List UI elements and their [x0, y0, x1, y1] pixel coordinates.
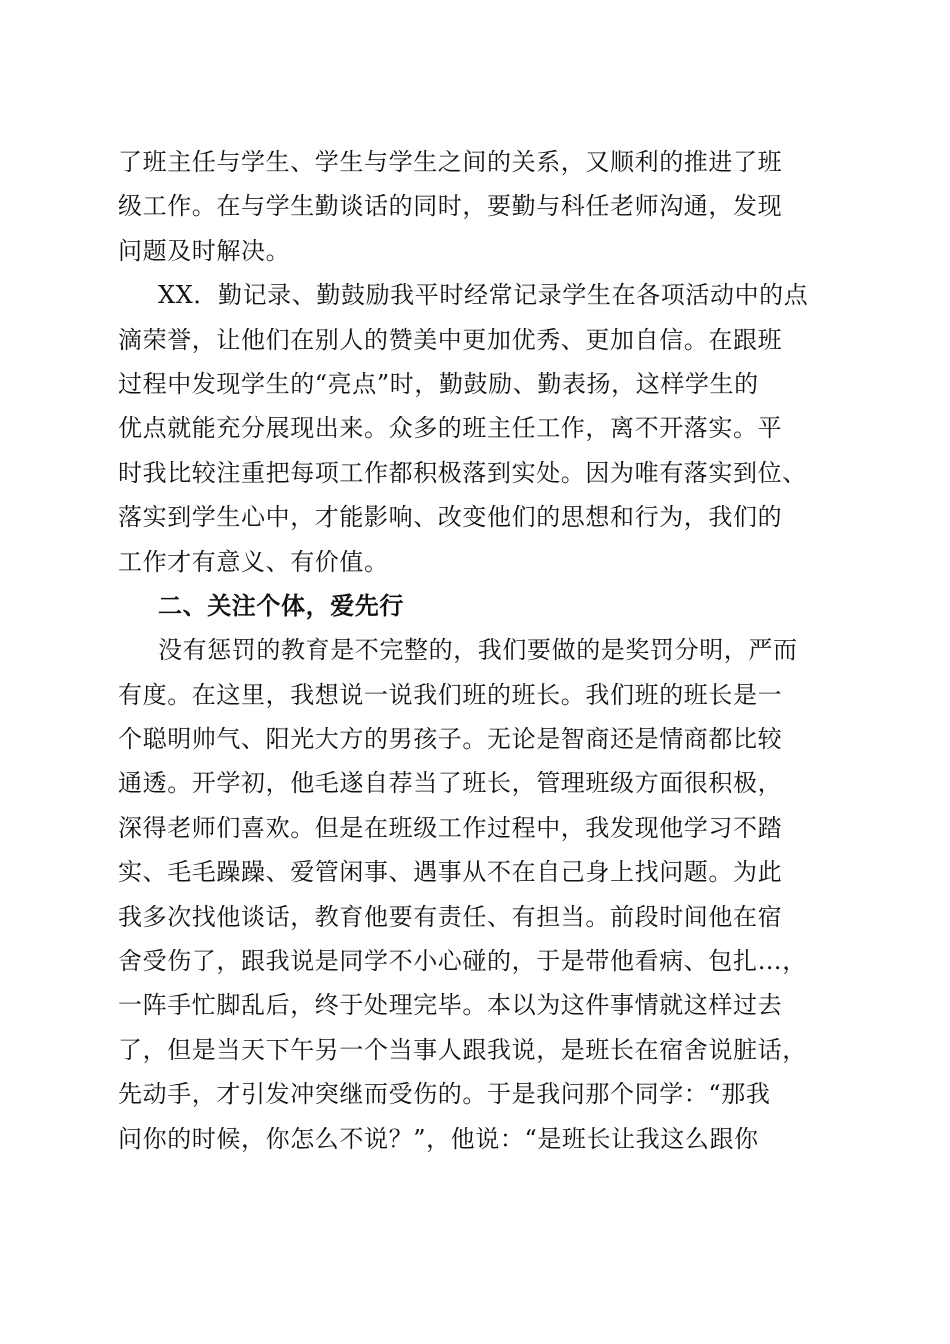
text-line: 问题及时解决。 [118, 236, 291, 265]
text-line: 先动手，才引发冲突继而受伤的。于是我问那个同学：“那我 [118, 1080, 771, 1109]
text-line: 了班主任与学生、学生与学生之间的关系，又顺利的推进了班 [118, 148, 783, 176]
text-line: 通透。开学初，他毛遂自荐当了班长，管理班级方面很积极， [118, 769, 783, 798]
text-line: 落实到学生心中，才能影响、改变他们的思想和行为，我们的 [118, 503, 783, 532]
text-line: 了，但是当天下午另一个当事人跟我说，是班长在宿舍说脏话， [118, 1035, 807, 1064]
text-line: 滴荣誉，让他们在别人的赞美中更加优秀、更加自信。在跟班 [118, 325, 783, 354]
text-line: 个聪明帅气、阳光大方的男孩子。无论是智商还是情商都比较 [118, 725, 783, 754]
text-line: 有度。在这里，我想说一说我们班的班长。我们班的班长是一 [118, 680, 783, 709]
text-line: 问你的时候，你怎么不说？”，他说：“是班长让我这么跟你 [118, 1124, 759, 1153]
text-line: 深得老师们喜欢。但是在班级工作过程中，我发现他学习不踏 [118, 813, 783, 842]
text-line: 我多次找他谈话，教育他要有责任、有担当。前段时间他在宿 [118, 902, 783, 931]
body-text [118, 140, 834, 1161]
text-line: 优点就能充分展现出来。众多的班主任工作，离不开落实。平 [118, 414, 783, 443]
section-heading: 二、关注个体，爱先行 [158, 591, 404, 620]
text-line: 没有惩罚的教育是不完整的，我们要做的是奖罚分明，严而 [158, 636, 798, 665]
text-line: 舍受伤了，跟我说是同学不小心碰的，于是带他看病、包扎…， [118, 947, 807, 976]
text-line: 过程中发现学生的“亮点”时，勤鼓励、勤表扬，这样学生的 [118, 369, 759, 398]
text-line: 实、毛毛躁躁、爱管闲事、遇事从不在自己身上找问题。为此 [118, 858, 783, 887]
text-line: 时我比较注重把每项工作都积极落到实处。因为唯有落实到位、 [118, 458, 807, 487]
text-line: 级工作。在与学生勤谈话的同时，要勤与科任老师沟通，发现 [118, 192, 783, 221]
text-line: XX．勤记录、勤鼓励我平时经常记录学生在各项活动中的点 [158, 281, 809, 310]
text-line: 一阵手忙脚乱后，终于处理完毕。本以为这件事情就这样过去 [118, 991, 783, 1020]
text-line: 工作才有意义、有价值。 [118, 547, 389, 576]
